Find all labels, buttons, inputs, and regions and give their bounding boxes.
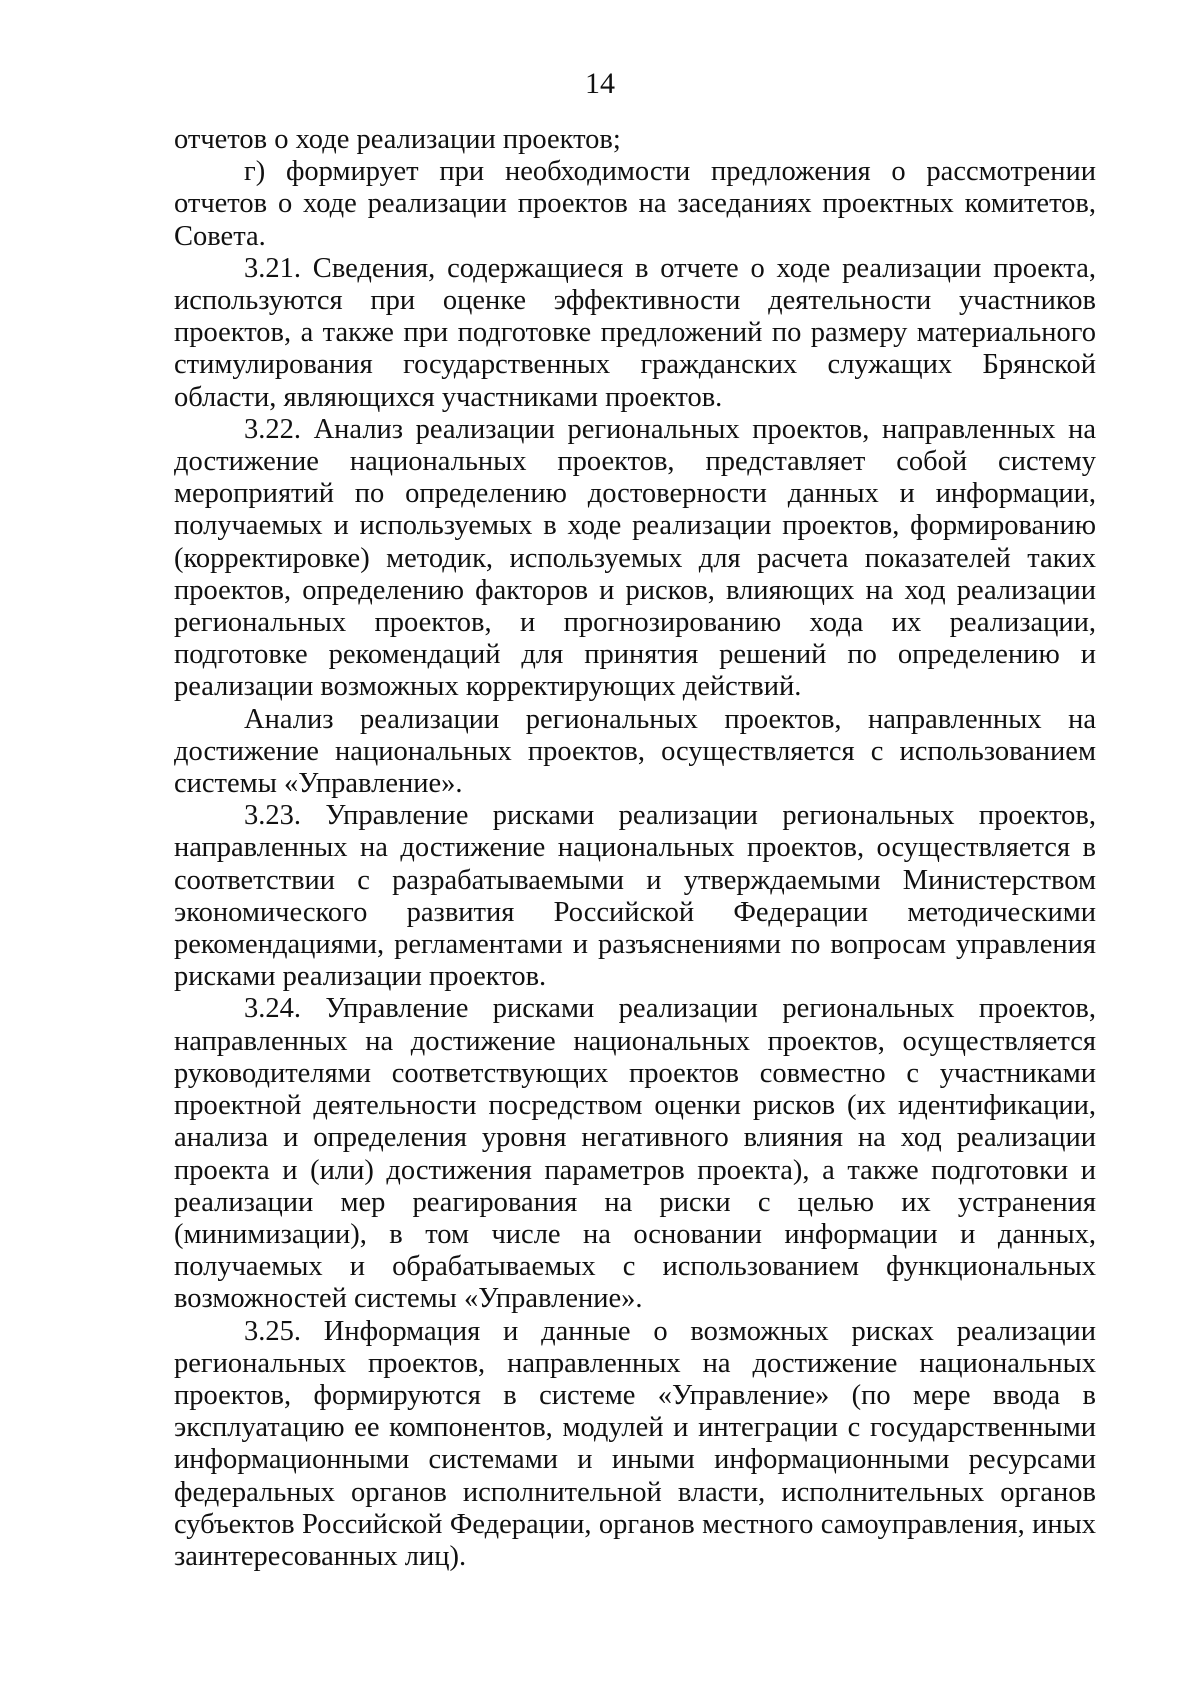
paragraph-3-21: 3.21. Сведения, содержащиеся в отчете о ходе реализации проекта, используются при оценке эффективности деятельности участников проектов, а также при подготовке предложений по размеру материального стимулирования государственных гражданских служащих Брянской области, являющихся участниками проектов. [174, 252, 1096, 413]
paragraph-analysis: Анализ реализации региональных проектов, направленных на достижение национальных проектов, осуществляется с использованием системы «Управление». [174, 703, 1096, 800]
paragraph-3-22: 3.22. Анализ реализации региональных проектов, направленных на достижение национальных проектов, представляет собой систему мероприятий по определению достоверности данных и информации, получаемых и используемых в ходе реализации проектов, формированию (корректировке) методик, используемых для расчета показателей таких проектов, определению факторов и рисков, влияющих на ход реализации региональных проектов, и прогнозированию хода их реализации, подготовке рекомендаций для принятия решений по определению и реализации возможных корректирующих действий. [174, 413, 1096, 703]
paragraph-3-25: 3.25. Информация и данные о возможных рисках реализации региональных проектов, направленных на достижение национальных проектов, формируются в системе «Управление» (по мере ввода в эксплуатацию ее компонентов, модулей и интеграции с государственными информационными системами и иными информационными ресурсами федеральных органов исполнительной власти, исполнительных органов субъектов Российской Федерации, органов местного самоуправления, иных заинтересованных лиц). [174, 1315, 1096, 1572]
paragraph-3-23: 3.23. Управление рисками реализации региональных проектов, направленных на достижение национальных проектов, осуществляется в соответствии с разрабатываемыми и утверждаемыми Министерством экономического развития Российской Федерации методическими рекомендациями, регламентами и разъяснениями по вопросам управления рисками реализации проектов. [174, 800, 1096, 993]
paragraph-continuation: отчетов о ходе реализации проектов; [174, 124, 621, 155]
page-number: 14 [585, 67, 615, 100]
paragraph-item-g: г) формирует при необходимости предложения о рассмотрении отчетов о ходе реализации проектов на заседаниях проектных комитетов, Совета. [174, 156, 1096, 252]
paragraph-3-24: 3.24. Управление рисками реализации региональных проектов, направленных на достижение национальных проектов, осуществляется руководителями соответствующих проектов совместно с участниками проектной деятельности посредством оценки рисков (их идентификации, анализа и определения уровня негативного влияния на ход реализации проекта и (или) достижения параметров проекта), а также подготовки и реализации мер реагирования на риски с целью их устранения (минимизации), в том числе на основании информации и данных, получаемых и обрабатываемых с использованием функциональных возможностей системы «Управление». [174, 993, 1096, 1315]
document-body [174, 124, 1096, 1573]
